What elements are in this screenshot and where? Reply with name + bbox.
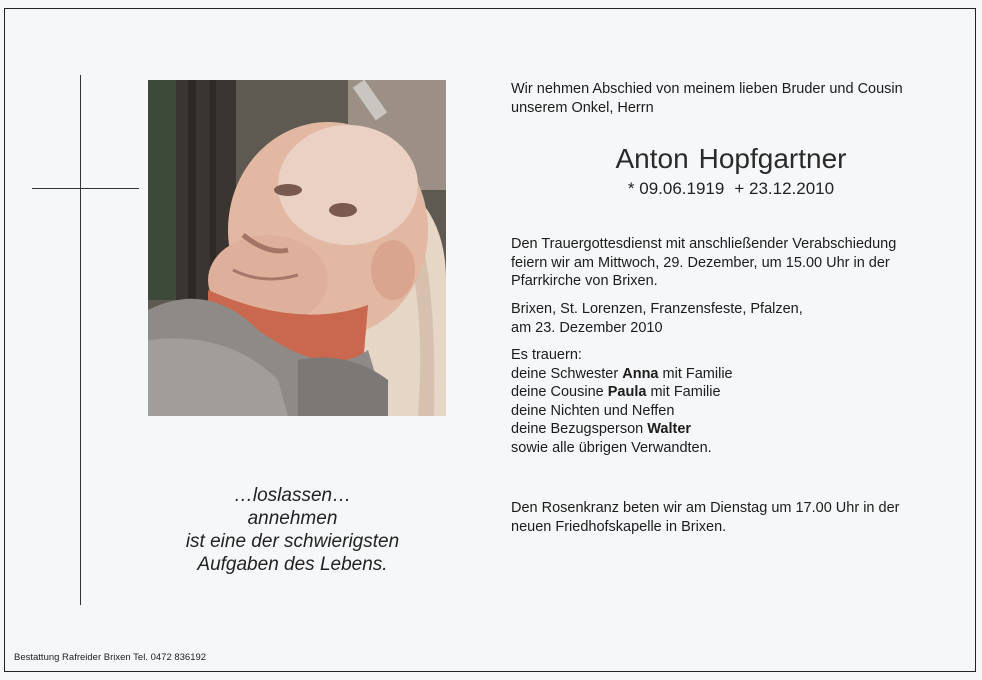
portrait-photo: [148, 80, 446, 416]
sister-prefix: deine Schwester: [511, 365, 619, 382]
cousin-suffix: mit Familie: [650, 384, 721, 400]
place-date-text: [511, 300, 961, 337]
funeral-service-text: [511, 235, 961, 291]
cross-horizontal-bar: [32, 188, 139, 189]
death-date: + 23.12.2010: [734, 179, 835, 198]
mourners-list: [511, 346, 961, 457]
first-name: Anton: [615, 143, 689, 174]
intro-text: [511, 80, 961, 118]
reference-name: Walter: [647, 421, 692, 437]
service-line-2: feiern wir am Mittwoch, 29. Dezember, um 15.00 Uhr in der: [511, 254, 890, 271]
mourner-nieces: deine Nichten und Neffen: [511, 402, 675, 419]
date-line: am 23. Dezember 2010: [511, 319, 663, 336]
place-line: Brixen, St. Lorenzen, Franzensfeste, Pfalzen,: [511, 301, 803, 317]
last-name: Hopfgartner: [698, 143, 847, 174]
quote-line-3: ist eine der schwierigsten: [185, 531, 400, 552]
intro-line-1: Wir nehmen Abschied von meinem lieben Bruder und Cousin: [511, 81, 903, 97]
reference-prefix: deine Bezugsperson: [511, 421, 644, 437]
quote-line-2: annehmen: [247, 508, 338, 529]
mourner-cousin: [511, 383, 961, 402]
mourner-relatives: sowie alle übrigen Verwandten.: [511, 439, 712, 456]
birth-date: * 09.06.1919: [627, 179, 725, 198]
deceased-name: [511, 142, 951, 176]
portrait-photo-icon: [148, 80, 446, 416]
quote-line-4: Aufgaben des Lebens.: [197, 554, 388, 575]
intro-line-2: unserem Onkel, Herrn: [511, 100, 654, 116]
sister-suffix: mit Familie: [662, 365, 733, 382]
mourner-reference: [511, 420, 961, 439]
rosary-line-1: Den Rosenkranz beten wir am Dienstag um 17.00 Uhr in der: [511, 500, 900, 516]
service-line-3: Pfarrkirche von Brixen.: [511, 273, 658, 289]
sister-name: Anna: [622, 365, 659, 382]
quote-line-1: …loslassen…: [233, 485, 352, 506]
life-dates: [511, 178, 951, 200]
cousin-prefix: deine Cousine: [511, 384, 604, 400]
cousin-name: Paula: [607, 384, 647, 400]
funeral-home-footer: Bestattung Rafreider Brixen Tel. 0472 836192: [14, 652, 207, 663]
cross-vertical-bar: [80, 75, 81, 605]
rosary-line-2: neuen Friedhofskapelle in Brixen.: [511, 518, 727, 535]
service-line-1: Den Trauergottesdienst mit anschließender Verabschiedung: [511, 236, 897, 252]
memorial-quote: [140, 484, 445, 576]
mourners-heading: Es trauern:: [511, 347, 582, 363]
mourner-sister: [511, 365, 961, 384]
rosary-text: [511, 499, 961, 536]
